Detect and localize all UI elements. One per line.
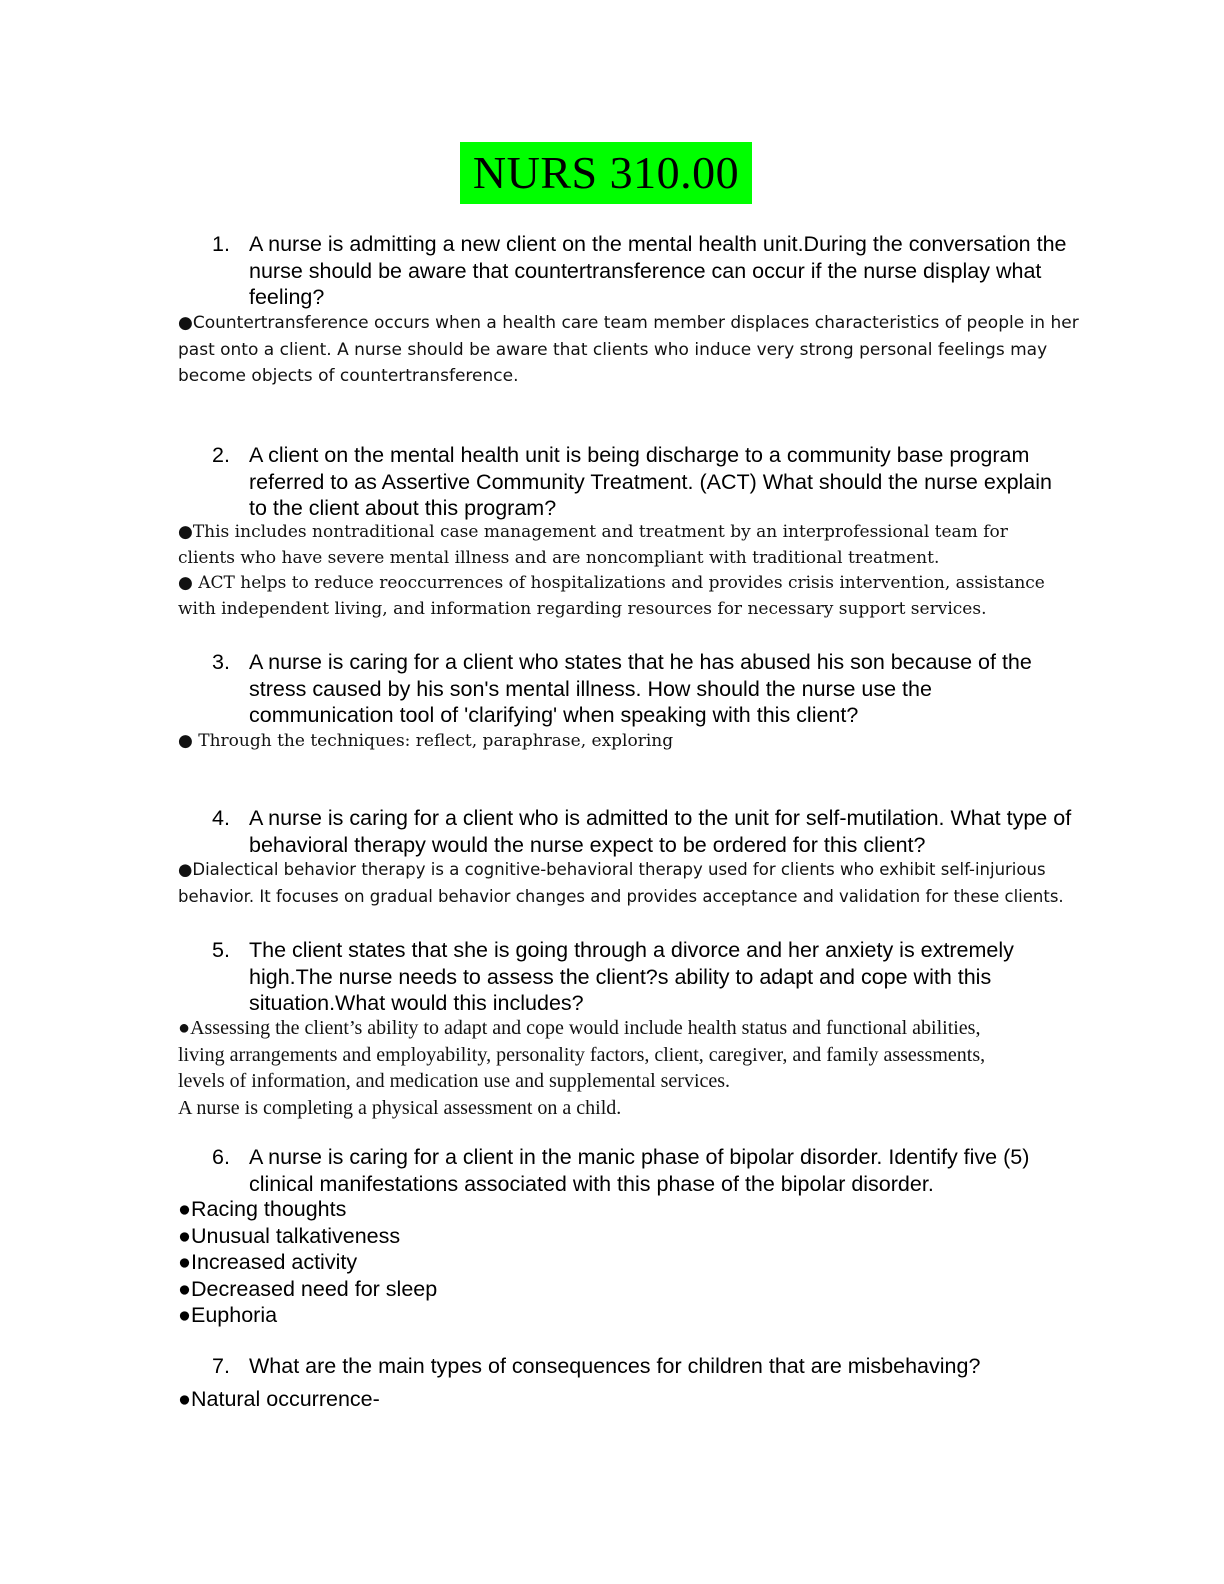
- question-number: 2.: [212, 443, 230, 467]
- answer-line: ● Through the techniques: reflect, paraphrase, exploring: [178, 731, 674, 751]
- answer-line: ●This includes nontraditional case management and treatment by an interprofessional team for: [178, 522, 1008, 542]
- question-line: to the client about this program?: [249, 496, 557, 520]
- question-4: [249, 805, 1129, 858]
- question-number: 1.: [212, 232, 230, 256]
- answer-line: behavior. It focuses on gradual behavior changes and provides acceptance and validation for these clients.: [178, 886, 1064, 906]
- question-line: stress caused by his son's mental illness. How should the nurse use the: [249, 676, 932, 701]
- answer-2: [178, 520, 1138, 622]
- list-item: ●Unusual talkativeness: [178, 1223, 401, 1248]
- answer-line: ● ACT helps to reduce reoccurrences of hospitalizations and provides crisis intervention, assistance: [178, 573, 1045, 593]
- question-number: 4.: [212, 806, 230, 830]
- answer-4: [178, 857, 1138, 910]
- answer-line: with independent living, and information regarding resources for necessary support services.: [178, 598, 987, 619]
- page-title: NURS 310.00: [460, 142, 752, 204]
- answer-line: levels of information, and medication use and supplemental services.: [178, 1070, 731, 1092]
- list-item: ●Increased activity: [178, 1250, 358, 1274]
- question-line: high.The nurse needs to assess the client?s ability to adapt and cope with this: [249, 964, 992, 989]
- answer-line: become objects of countertransference.: [178, 366, 519, 386]
- question-number: 3.: [212, 650, 230, 674]
- list-item: ●Decreased need for sleep: [178, 1276, 438, 1301]
- answer-line: past onto a client. A nurse should be aware that clients who induce very strong personal feelings may: [178, 339, 1048, 360]
- answer-line: living arrangements and employability, personality factors, client, caregiver, and family assessments,: [178, 1043, 986, 1066]
- question-5: [249, 937, 1129, 1017]
- question-line: A nurse is admitting a new client on the mental health unit.During the conversation the: [249, 232, 1067, 256]
- answer-line: ●Dialectical behavior therapy is a cognitive-behavioral therapy used for clients who exhibit self-injurious: [178, 860, 1046, 879]
- answer-5: [178, 1015, 1138, 1121]
- question-line: feeling?: [249, 285, 325, 309]
- answer-line: A nurse is completing a physical assessment on a child.: [178, 1096, 622, 1119]
- question-line: situation.What would this includes?: [249, 991, 584, 1015]
- question-number: 5.: [212, 938, 230, 962]
- question-line: communication tool of 'clarifying' when speaking with this client?: [249, 703, 859, 727]
- question-7: [249, 1353, 1129, 1380]
- list-item: ●Racing thoughts: [178, 1197, 347, 1221]
- question-line: clinical manifestations associated with this phase of the bipolar disorder.: [249, 1171, 934, 1196]
- question-2: [249, 442, 1129, 522]
- question-line: referred to as Assertive Community Treatment. (ACT) What should the nurse explain: [249, 469, 1052, 494]
- question-line: A nurse is caring for a client who is admitted to the unit for self-mutilation. What type of: [249, 806, 1072, 830]
- question-line: A nurse is caring for a client in the manic phase of bipolar disorder. Identify five (5): [249, 1145, 1030, 1169]
- question-number: 7.: [212, 1354, 230, 1378]
- question-line: What are the main types of consequences for children that are misbehaving?: [249, 1354, 981, 1378]
- question-line: A client on the mental health unit is being discharge to a community base program: [249, 443, 1030, 467]
- answer-line: clients who have severe mental illness and are noncompliant with traditional treatment.: [178, 547, 940, 568]
- answer-6: [178, 1196, 437, 1329]
- answer-line: ●Assessing the client’s ability to adapt and cope would include health status and functional abilities,: [178, 1017, 981, 1039]
- question-line: A nurse is caring for a client who states that he has abused his son because of the: [249, 650, 1032, 674]
- answer-line: ●Countertransference occurs when a health care team member displaces characteristics of people in her: [178, 313, 1079, 333]
- question-3: [249, 649, 1129, 729]
- question-line: behavioral therapy would the nurse expect to be ordered for this client?: [249, 832, 926, 857]
- question-line: nurse should be aware that countertransference can occur if the nurse display what: [249, 258, 1042, 283]
- answer-3: [178, 728, 1138, 755]
- question-6: [249, 1144, 1129, 1197]
- question-1: [249, 231, 1129, 311]
- answer-7: [178, 1386, 380, 1413]
- answer-1: [178, 310, 1138, 390]
- list-item: ●Natural occurrence-: [178, 1387, 380, 1411]
- question-number: 6.: [212, 1145, 230, 1169]
- question-line: The client states that she is going through a divorce and her anxiety is extremely: [249, 938, 1014, 962]
- list-item: ●Euphoria: [178, 1303, 278, 1327]
